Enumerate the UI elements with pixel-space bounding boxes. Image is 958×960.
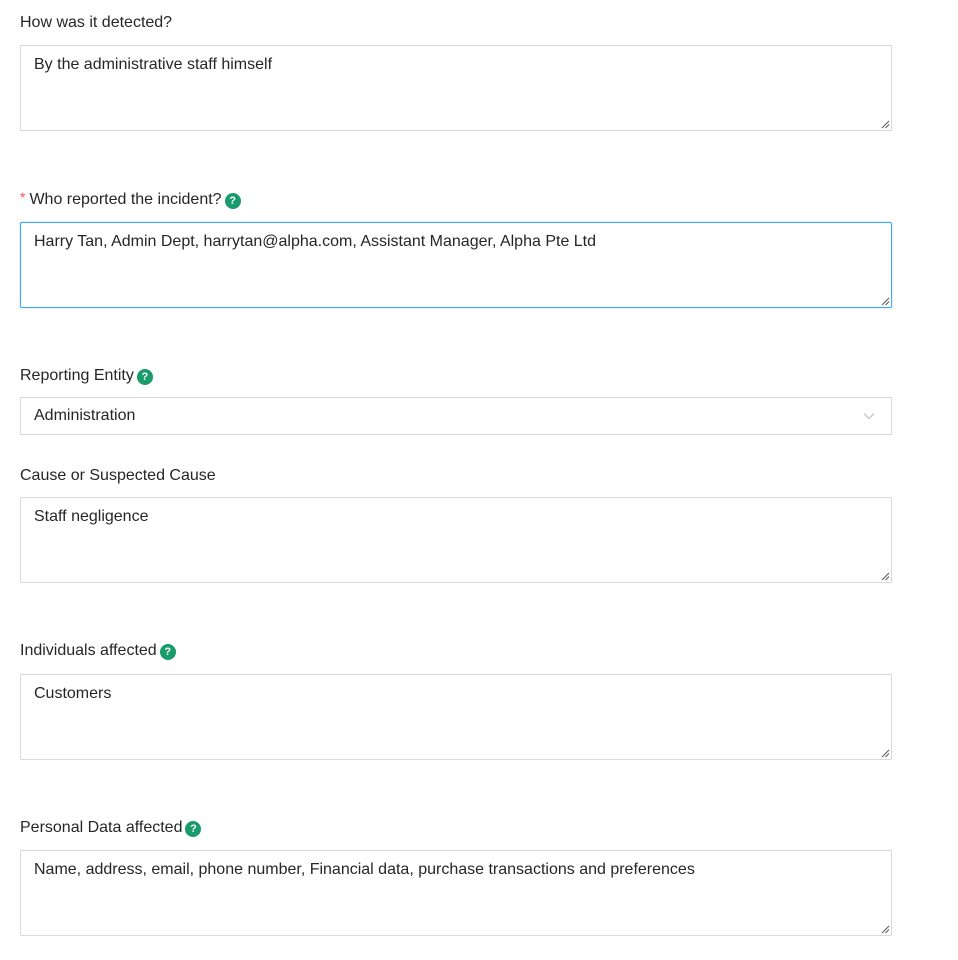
question-circle-icon[interactable]: ? [160, 644, 176, 660]
resize-grip-icon[interactable] [880, 748, 890, 758]
resize-grip-icon[interactable] [880, 119, 890, 129]
cause-value: Staff negligence [34, 508, 149, 525]
resize-grip-icon[interactable] [880, 571, 890, 581]
reporter-label-text: Who reported the incident? [29, 191, 222, 208]
individuals-value: Customers [34, 685, 112, 702]
individuals-label-text: Individuals affected [20, 642, 157, 659]
question-circle-icon[interactable]: ? [137, 369, 153, 385]
individuals-label [20, 640, 176, 662]
resize-grip-icon[interactable] [880, 296, 890, 306]
cause-label [20, 465, 216, 487]
chevron-down-icon [862, 409, 876, 423]
personal-data-value: Name, address, email, phone number, Financial data, purchase transactions and preferences [34, 861, 695, 878]
detected-label-text: How was it detected? [20, 14, 173, 31]
cause-textarea[interactable] [20, 497, 892, 583]
entity-label [20, 365, 153, 387]
entity-select[interactable] [20, 397, 892, 435]
detected-textarea[interactable] [20, 45, 892, 131]
entity-selected-value: Administration [34, 407, 136, 424]
personal-data-textarea[interactable] [20, 850, 892, 936]
entity-label-text: Reporting Entity [20, 367, 134, 384]
question-circle-icon[interactable]: ? [225, 193, 241, 209]
personal-data-label-text: Personal Data affected [20, 819, 183, 836]
individuals-textarea[interactable] [20, 674, 892, 760]
personal-data-label [20, 817, 201, 839]
cause-label-text: Cause or Suspected Cause [20, 467, 216, 484]
reporter-label [20, 189, 241, 211]
required-mark: * [20, 189, 26, 205]
reporter-textarea[interactable] [20, 222, 892, 308]
resize-grip-icon[interactable] [880, 924, 890, 934]
reporter-value: Harry Tan, Admin Dept, harrytan@alpha.com, Assistant Manager, Alpha Pte Ltd [34, 233, 597, 250]
detected-label [20, 12, 172, 34]
question-circle-icon[interactable]: ? [185, 821, 201, 837]
detected-value: By the administrative staff himself [34, 56, 273, 73]
